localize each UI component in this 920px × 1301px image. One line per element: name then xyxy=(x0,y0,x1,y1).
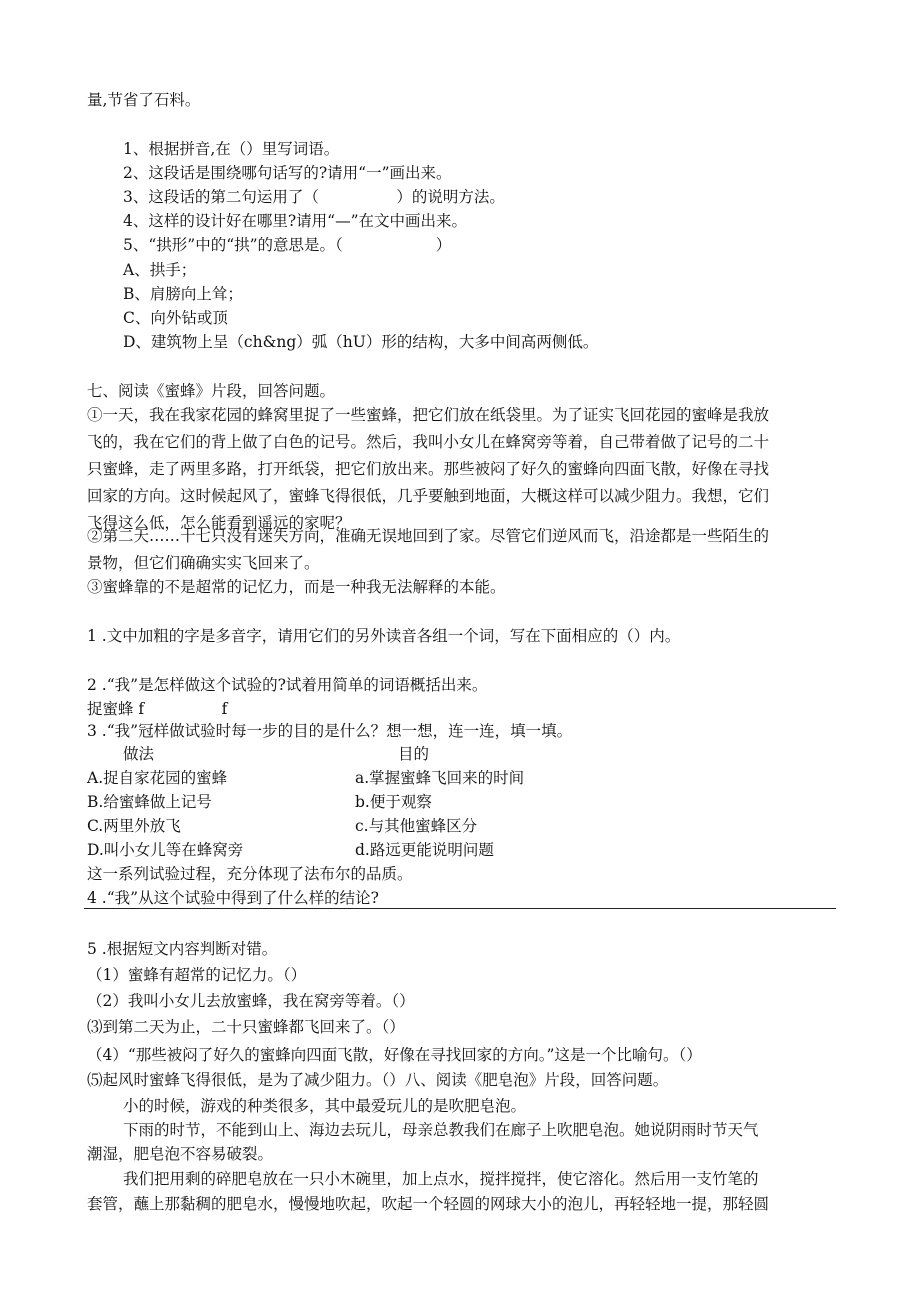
q7-3-tail: 这一系列试验过程，充分体现了法布尔的品质。 xyxy=(87,865,413,883)
q6-item-4: 4、这样的设计好在哪里?请用“—”在文中画出来。 xyxy=(123,212,468,230)
passage-7-line: ②第二天……十七只没有迷失方向，准确无误地回到了家。尽管它们逆风而飞，沿途都是一些陌生的 xyxy=(87,527,770,545)
q7-5-item: （1）蜜蜂有超常的记忆力。（） xyxy=(87,966,307,984)
q7-5-item: ⑶到第二天为止，二十只蜜蜂都飞回来了。（） xyxy=(87,1018,405,1036)
answer-line xyxy=(84,908,836,909)
passage-8-line: 下雨的时节，不能到山上、海边去玩儿，母亲总教我们在廊子上吹肥皂泡。她说阴雨时节天气 xyxy=(123,1121,759,1139)
passage-7-line: ③蜜蜂靠的不是超常的记忆力，而是一种我无法解释的本能。 xyxy=(87,578,506,596)
passage-8-line: 套管，蘸上那黏稠的肥皂水，慢慢地吹起，吹起一个轻圆的网球大小的泡儿，再轻轻地一提，那轻圆 xyxy=(87,1195,770,1213)
q7-3-head-left: 做法 xyxy=(123,745,155,763)
q7-4: 4 .“我”从这个试验中得到了什么样的结论? xyxy=(87,889,379,907)
passage-7-line: ①一天，我在我家花园的蜂窝里捉了一些蜜蜂，把它们放在纸袋里。为了证实飞回花园的蜜峰是我放 xyxy=(87,406,770,424)
q7-3: 3 .“我”冠样做试验时每一步的目的是什么？想一想，连一连，填一填。 xyxy=(87,722,573,740)
q7-3-method: A.捉自家花园的蜜蜂 xyxy=(87,769,228,787)
passage-7-line: 飞的，我在它们的背上做了白色的记号。然后，我叫小女儿在蜂窝旁等着，自己带着做了记号的二十 xyxy=(87,433,770,451)
passage-8-line: 小的时候，游戏的种类很多，其中最爱玩儿的是吹肥皂泡。 xyxy=(123,1097,527,1115)
passage-8-line: 潮湿，肥皂泡不容易破裂。 xyxy=(87,1145,274,1163)
passage-7-line: 回家的方向。这时候起风了，蜜蜂飞得很低，几乎要触到地面，大概这样可以减少阻力。我想，它们 xyxy=(87,487,770,505)
q7-2: 2 .“我”是怎样做这个试验的?试着用简单的词语概括出来。 xyxy=(87,676,488,694)
q7-2-answer: 捉蜜蜂 f f xyxy=(87,700,228,718)
q7-5-item: （2）我叫小女儿去放蜜蜂，我在窝旁等着。（） xyxy=(87,992,415,1010)
continued-line: 量,节省了石料。 xyxy=(87,91,201,109)
q6-item-2: 2、这段话是围绕哪句话写的?请用“一”画出来。 xyxy=(123,164,452,182)
q7-3-purpose: c.与其他蜜蜂区分 xyxy=(355,817,478,835)
passage-7-line: 景物，但它们确确实实飞回来了。 xyxy=(87,554,320,572)
q7-5: 5 .根据短文内容判断对错。 xyxy=(87,940,278,958)
q6-item-5: 5、“拱形”中的“拱”的意思是。（ ） xyxy=(123,236,452,254)
q7-3-head-right: 目的 xyxy=(398,745,430,763)
q7-3-method: B.给蜜蜂做上记号 xyxy=(87,793,212,811)
passage-7-line: 飞得这么低，怎么能看到遥远的家呢？ xyxy=(87,514,351,532)
q7-3-purpose: d.路远更能说明问题 xyxy=(355,841,494,859)
q6-option-a: A、拱手； xyxy=(123,261,197,279)
q7-3-purpose: a.掌握蜜蜂飞回来的时间 xyxy=(355,769,525,787)
q7-3-method: C.两里外放飞 xyxy=(87,817,181,835)
q7-5-item: ⑸起风时蜜蜂飞得很低，是为了减少阻力。（）八、阅读《肥皂泡》片段，回答问题。 xyxy=(87,1071,669,1089)
q6-option-c: C、向外钻或顶 xyxy=(123,309,228,327)
q7-3-purpose: b.便于观察 xyxy=(355,793,432,811)
q6-item-3: 3、这段话的第二句运用了（ ）的说明方法。 xyxy=(123,188,505,206)
q7-3-method: D.叫小女儿等在蜂窝旁 xyxy=(87,841,244,859)
passage-7-line: 只蜜蜂，走了两里多路，打开纸袋，把它们放出来。那些被闷了好久的蜜蜂向四面飞散，好像在寻找 xyxy=(87,460,770,478)
passage-8-line: 我们把用剩的碎肥皂放在一只小木碗里，加上点水，搅拌搅拌，使它溶化。然后用一支竹笔的 xyxy=(123,1170,759,1188)
q7-1: 1 .文中加粗的字是多音字，请用它们的另外读音各组一个词，写在下面相应的（）内。 xyxy=(87,627,681,645)
q6-option-b: B、肩膀向上耸； xyxy=(123,285,243,303)
q7-5-item: （4）“那些被闷了好久的蜜蜂向四面飞散，好像在寻找回家的方向。”这是一个比喻句。（） xyxy=(87,1046,702,1064)
q6-option-d: D、建筑物上呈（ch&ng）弧（hU）形的结构，大多中间高两侧低。 xyxy=(123,333,599,351)
q6-item-1: 1、根据拼音,在（）里写词语。 xyxy=(123,140,340,158)
section-7-title: 七、阅读《蜜蜂》片段，回答问题。 xyxy=(87,382,336,400)
